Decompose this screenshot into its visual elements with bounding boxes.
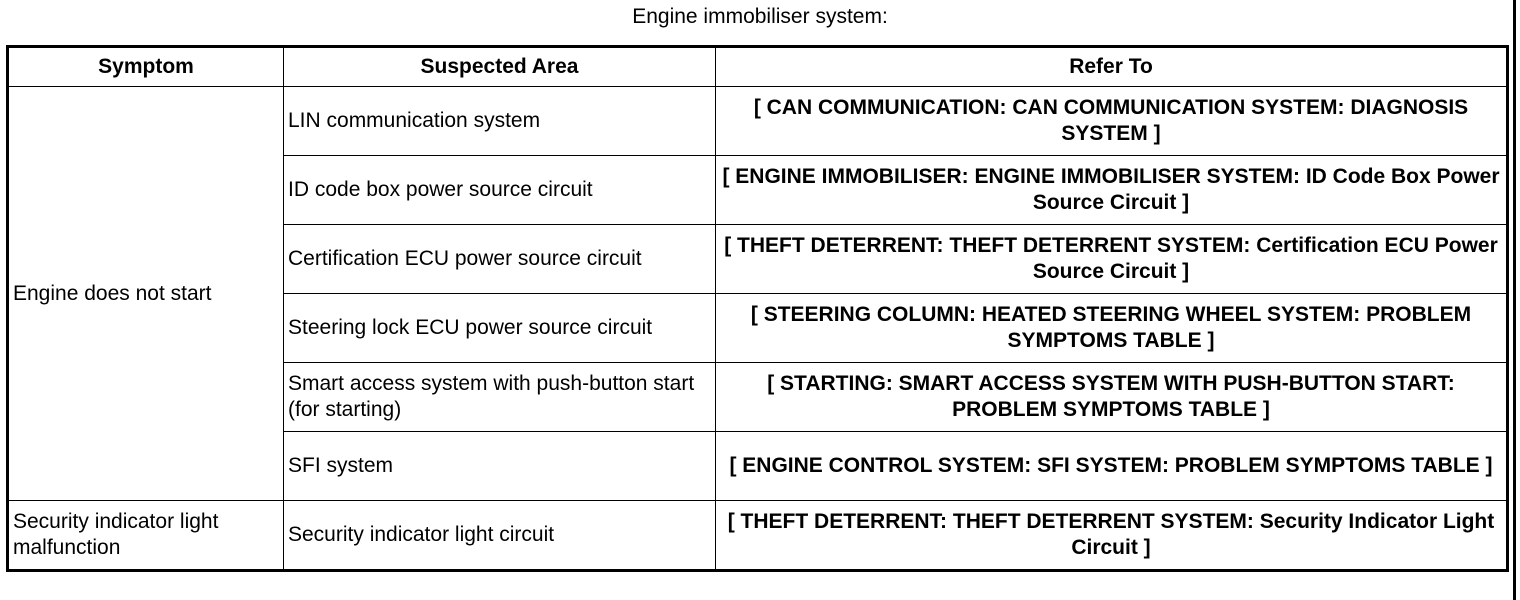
header-symptom: Symptom [8, 47, 284, 87]
page-edge-rule [1513, 0, 1516, 600]
suspected-area-cell: SFI system [284, 432, 716, 501]
refer-to-link[interactable]: [ STEERING COLUMN: HEATED STEERING WHEEL SYSTEM: PROBLEM SYMPTOMS TABLE ] [716, 294, 1508, 363]
suspected-area-cell: Certification ECU power source circuit [284, 225, 716, 294]
problem-symptoms-table [6, 45, 1509, 572]
header-refer-to: Refer To [716, 47, 1508, 87]
suspected-area-cell: Security indicator light circuit [284, 501, 716, 571]
refer-to-link[interactable]: [ CAN COMMUNICATION: CAN COMMUNICATION SYSTEM: DIAGNOSIS SYSTEM ] [716, 87, 1508, 156]
page-title: Engine immobiliser system: [632, 5, 888, 28]
refer-to-link[interactable]: [ THEFT DETERRENT: THEFT DETERRENT SYSTEM: Certification ECU Power Source Circuit ] [716, 225, 1508, 294]
refer-to-link[interactable]: [ STARTING: SMART ACCESS SYSTEM WITH PUSH-BUTTON START: PROBLEM SYMPTOMS TABLE ] [716, 363, 1508, 432]
table-row [8, 87, 1508, 156]
symptom-cell: Engine does not start [8, 87, 284, 501]
refer-to-link[interactable]: [ THEFT DETERRENT: THEFT DETERRENT SYSTEM: Security Indicator Light Circuit ] [716, 501, 1508, 571]
refer-to-link[interactable]: [ ENGINE IMMOBILISER: ENGINE IMMOBILISER SYSTEM: ID Code Box Power Source Circuit ] [716, 156, 1508, 225]
header-suspected-area: Suspected Area [284, 47, 716, 87]
table-row [8, 501, 1508, 571]
symptom-cell: Security indicator light malfunction [8, 501, 284, 571]
suspected-area-cell: Steering lock ECU power source circuit [284, 294, 716, 363]
table-header-row [8, 47, 1508, 87]
suspected-area-cell: ID code box power source circuit [284, 156, 716, 225]
suspected-area-cell: LIN communication system [284, 87, 716, 156]
suspected-area-cell: Smart access system with push-button start (for starting) [284, 363, 716, 432]
refer-to-link[interactable]: [ ENGINE CONTROL SYSTEM: SFI SYSTEM: PROBLEM SYMPTOMS TABLE ] [716, 432, 1508, 501]
